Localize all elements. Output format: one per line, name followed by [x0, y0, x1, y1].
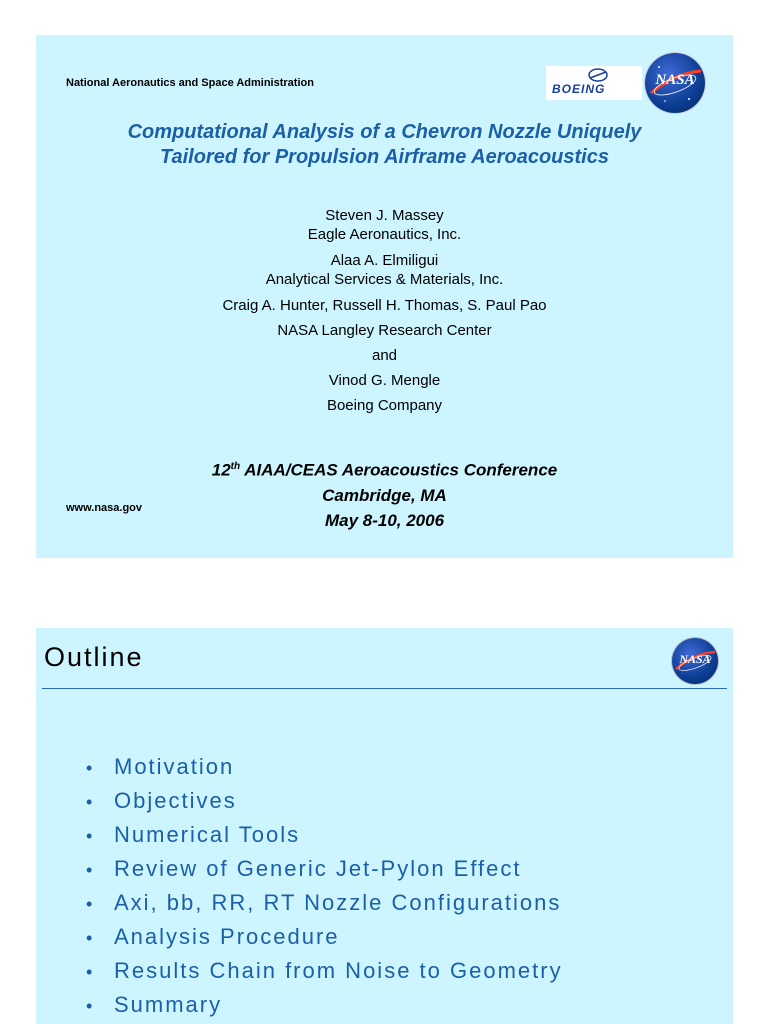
author-affiliation: Eagle Aeronautics, Inc. — [307, 226, 462, 243]
author-name: Craig A. Hunter, Russell H. Thomas, S. Paul Pao — [222, 297, 547, 314]
boeing-wordmark: BOEING — [552, 82, 606, 96]
conference-name: 12th AIAA/CEAS Aeroacoustics Conference — [211, 460, 558, 480]
list-item: • Results Chain from Noise to Geometry — [86, 958, 563, 983]
outline-list — [86, 752, 563, 1024]
conference-info — [36, 454, 733, 533]
slide-title: Outline — [44, 642, 144, 672]
list-item: • Summary — [86, 992, 223, 1017]
list-item: • Numerical Tools — [86, 822, 301, 847]
author-name: Steven J. Massey — [325, 207, 444, 224]
list-item: • Analysis Procedure — [86, 924, 340, 949]
conference-location: Cambridge, MA — [322, 485, 447, 505]
author-affiliation: Boeing Company — [326, 397, 443, 414]
author-list — [36, 206, 733, 415]
nasa-logo-icon: NASA — [672, 638, 718, 684]
author-affiliation: NASA Langley Research Center — [277, 322, 492, 339]
author-name: Vinod G. Mengle — [328, 372, 441, 389]
list-item: • Axi, bb, RR, RT Nozzle Configurations — [86, 890, 562, 915]
presentation-title — [56, 120, 713, 170]
title-slide — [36, 35, 733, 558]
logo-group — [546, 51, 716, 113]
list-item: • Objectives — [86, 788, 237, 813]
outline-slide — [36, 628, 733, 1024]
author-name: Alaa A. Elmiligui — [330, 252, 439, 269]
and-text: and — [371, 347, 398, 364]
conference-dates: May 8-10, 2006 — [324, 510, 445, 530]
agency-name: National Aeronautics and Space Administration — [66, 77, 314, 89]
website-url: www.nasa.gov — [66, 502, 143, 514]
nasa-logo-icon: NASA — [645, 53, 705, 113]
title-line: Tailored for Propulsion Airframe Aeroacoustics — [160, 146, 609, 168]
title-divider — [42, 688, 727, 689]
title-line: Computational Analysis of a Chevron Nozzle Uniquely — [127, 121, 642, 143]
list-item: • Motivation — [86, 754, 235, 779]
author-affiliation: Analytical Services & Materials, Inc. — [265, 271, 504, 288]
boeing-logo — [546, 66, 642, 100]
list-item: • Review of Generic Jet-Pylon Effect — [86, 856, 522, 881]
